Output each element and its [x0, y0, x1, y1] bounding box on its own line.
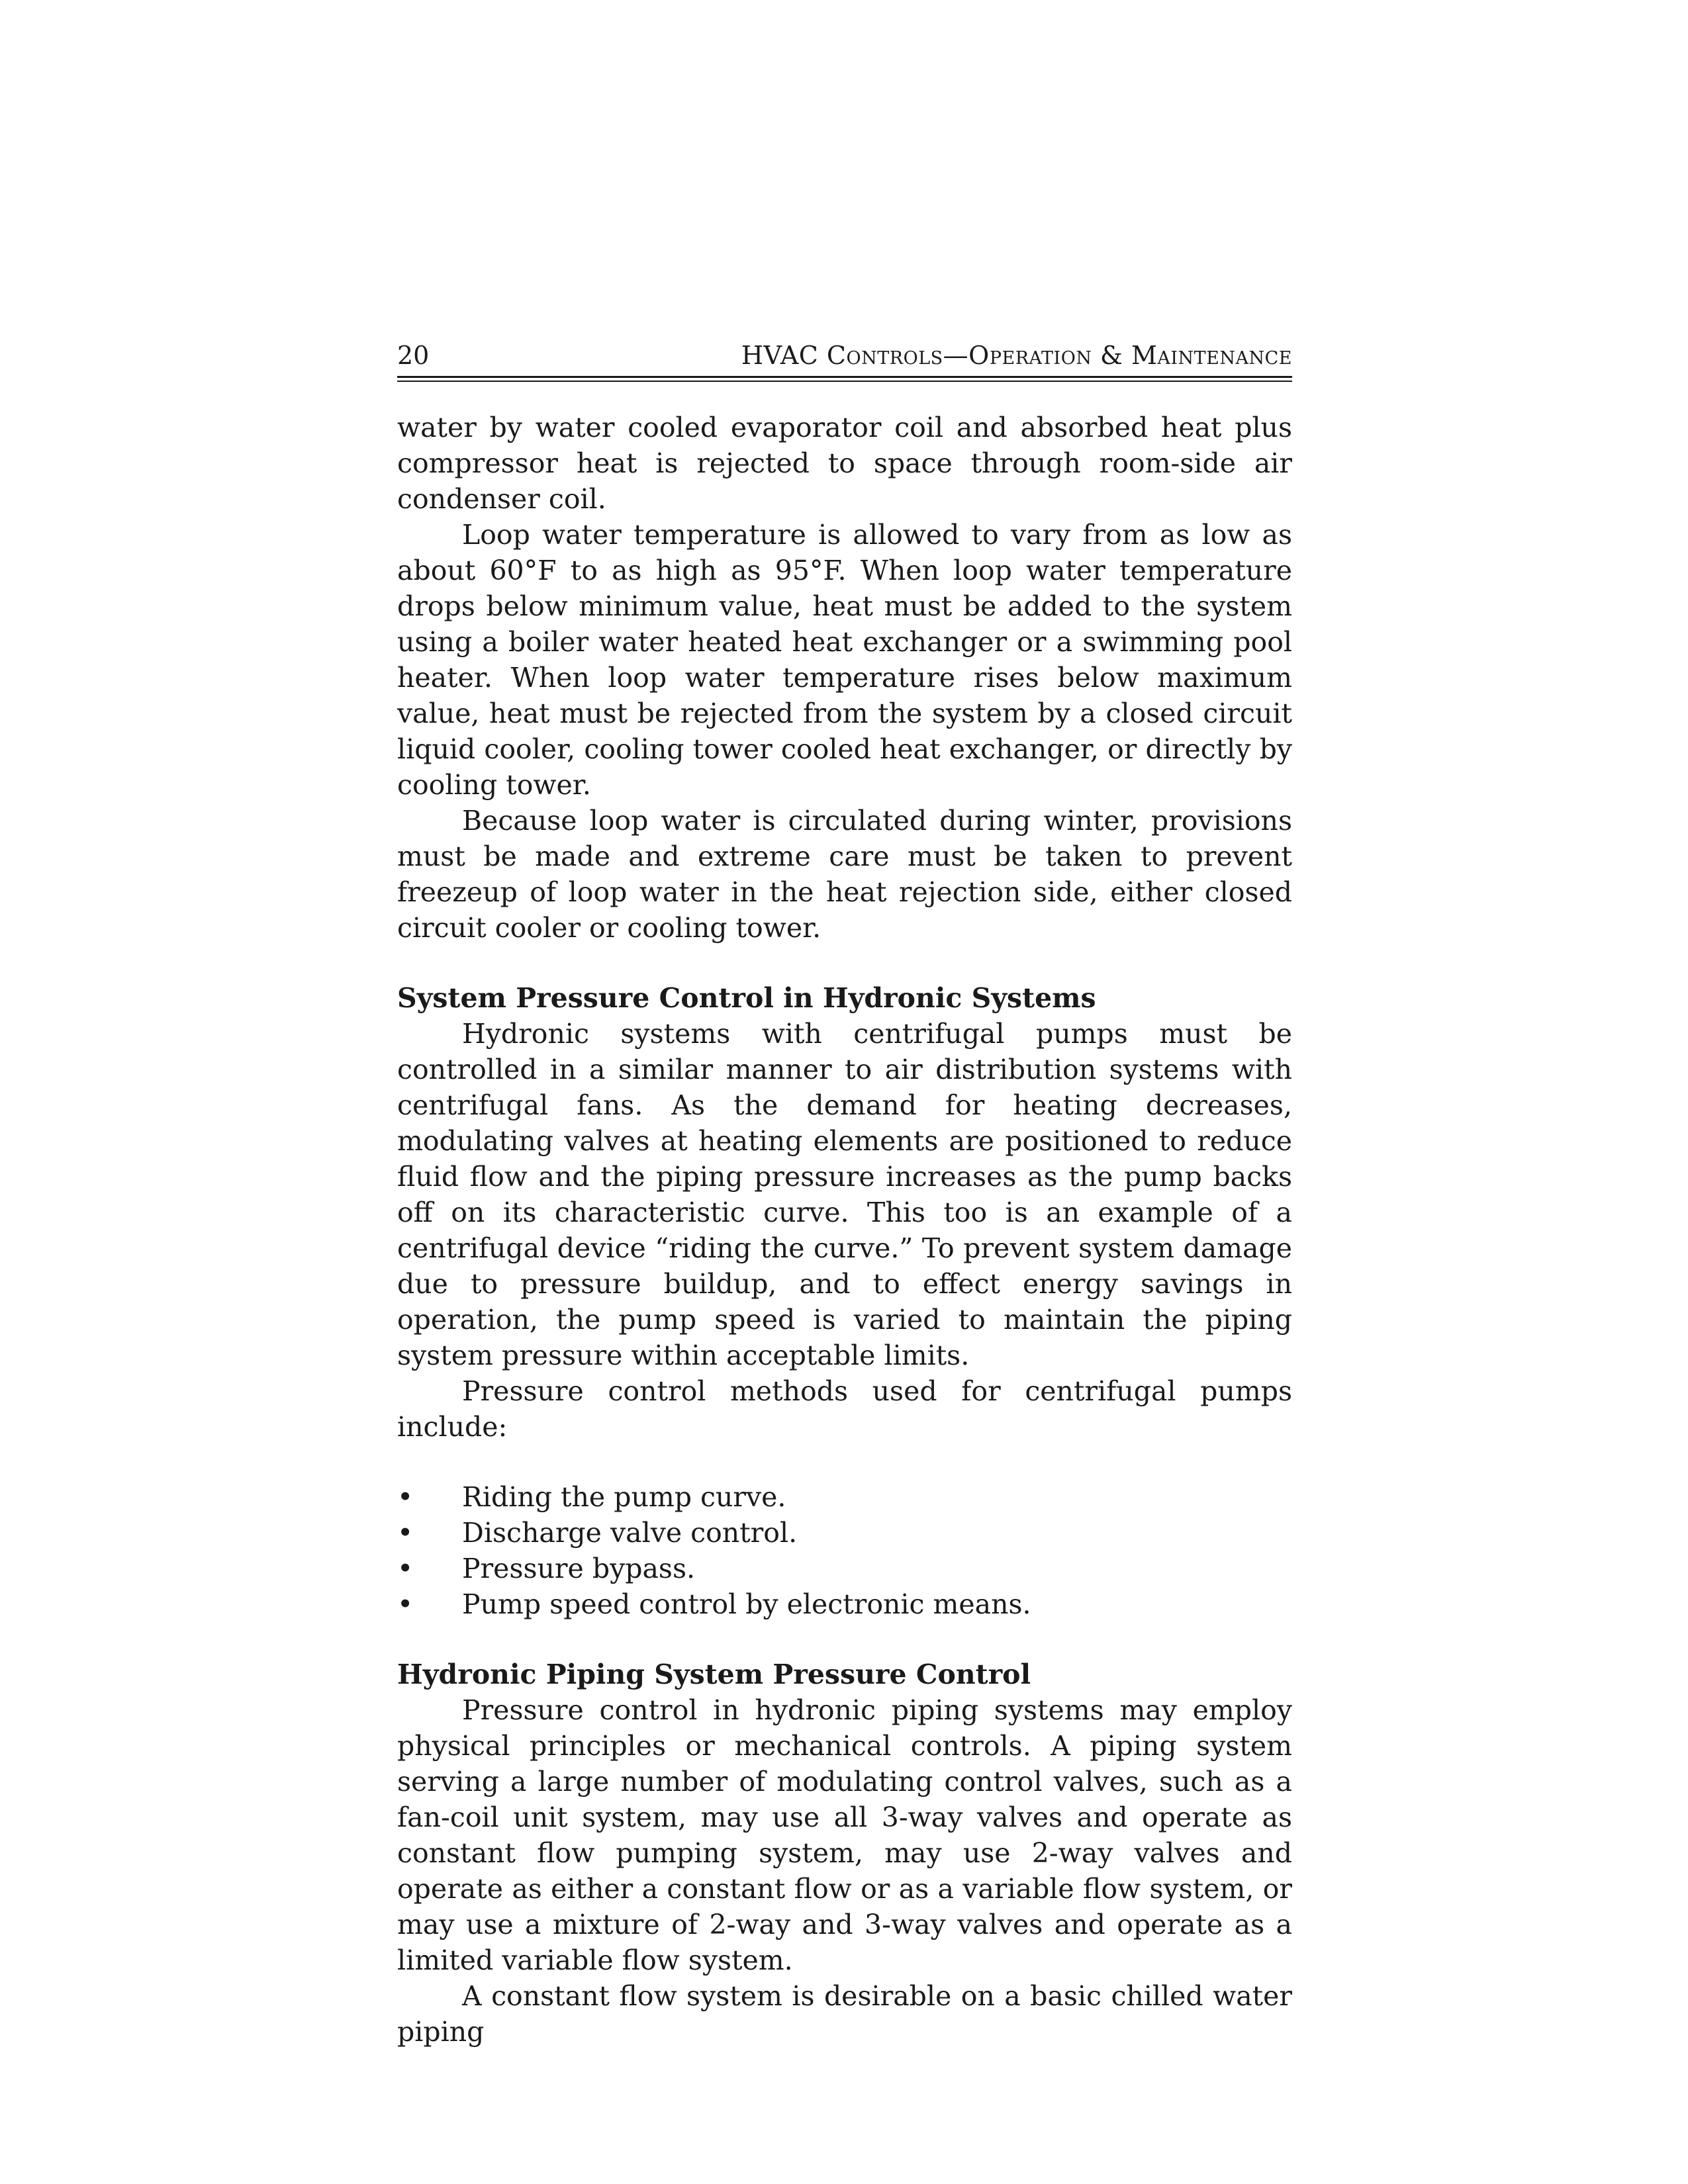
- list-item: [397, 1515, 1292, 1551]
- paragraph-pressure-methods-intro: Pressure control methods used for centrifugal pumps include:: [397, 1375, 1292, 1443]
- list-item-text: Discharge valve control.: [462, 1517, 798, 1549]
- section-heading-system-pressure-control: System Pressure Control in Hydronic Systems: [397, 982, 1096, 1014]
- section-heading-hydronic-piping-pressure-control: Hydronic Piping System Pressure Control: [397, 1659, 1031, 1690]
- list-item-text: Pump speed control by electronic means.: [462, 1588, 1031, 1620]
- paragraph-piping-pressure-control: Pressure control in hydronic piping systems may employ physical principles or mechanical controls. A piping system serving a large number of modulating control valves, such as a fan-coil unit system, may use all 3-way valves and operate as constant flow pumping system, may use 2-way valves and operate as either a constant flow or as a variable flow system, or may use a mixture of 2-way and 3-way valves and operate as a limited variable flow system.: [397, 1694, 1292, 1976]
- running-title: HVAC Controls—Operation & Maintenance: [741, 341, 1292, 370]
- paragraph-centrifugal-pumps: Hydronic systems with centrifugal pumps must be controlled in a similar manner to air distribution systems with centrifugal fans. As the demand for heating decreases, modulating valves at heating elements are positioned to reduce fluid flow and the piping pressure increases as the pump backs off on its characteristic curve. This too is an example of a centrifugal device “riding the curve.” To prevent system damage due to pressure buildup, and to effect energy savings in operation, the pump speed is varied to maintain the piping system pressure within acceptable limits.: [397, 1018, 1292, 1371]
- bullet-marker: •: [397, 1517, 414, 1549]
- running-header: [397, 338, 1292, 376]
- list-item: [397, 1586, 1292, 1622]
- paragraph-freezeup: Because loop water is circulated during winter, provisions must be made and extreme care must be taken to prevent freezeup of loop water in the heat rejection side, either closed circuit cooler or cooling tower.: [397, 805, 1292, 944]
- page-number: 20: [397, 341, 430, 370]
- list-item: [397, 1479, 1292, 1515]
- header-rule: [397, 376, 1292, 382]
- list-item-text: Pressure bypass.: [462, 1553, 696, 1584]
- bullet-marker: •: [397, 1553, 414, 1584]
- list-item-text: Riding the pump curve.: [462, 1481, 786, 1513]
- paragraph-constant-flow: A constant flow system is desirable on a basic chilled water piping: [397, 1980, 1292, 2048]
- paragraph-continuation: water by water cooled evaporator coil and absorbed heat plus compressor heat is rejected to space through room-side air condenser coil.: [397, 412, 1292, 515]
- list-item: [397, 1551, 1292, 1586]
- bullet-marker: •: [397, 1481, 414, 1513]
- paragraph-loop-water-temperature: Loop water temperature is allowed to vary from as low as about 60°F to as high as 95°F. When loop water temperature drops below minimum value, heat must be added to the system using a boiler water heated heat exchanger or a swimming pool heater. When loop water temperature rises below maximum value, heat must be rejected from the system by a closed circuit liquid cooler, cooling tower cooled heat exchanger, or directly by cooling tower.: [397, 519, 1292, 801]
- book-page: [397, 338, 1292, 2050]
- pressure-control-methods-list: [397, 1479, 1292, 1622]
- bullet-marker: •: [397, 1588, 414, 1620]
